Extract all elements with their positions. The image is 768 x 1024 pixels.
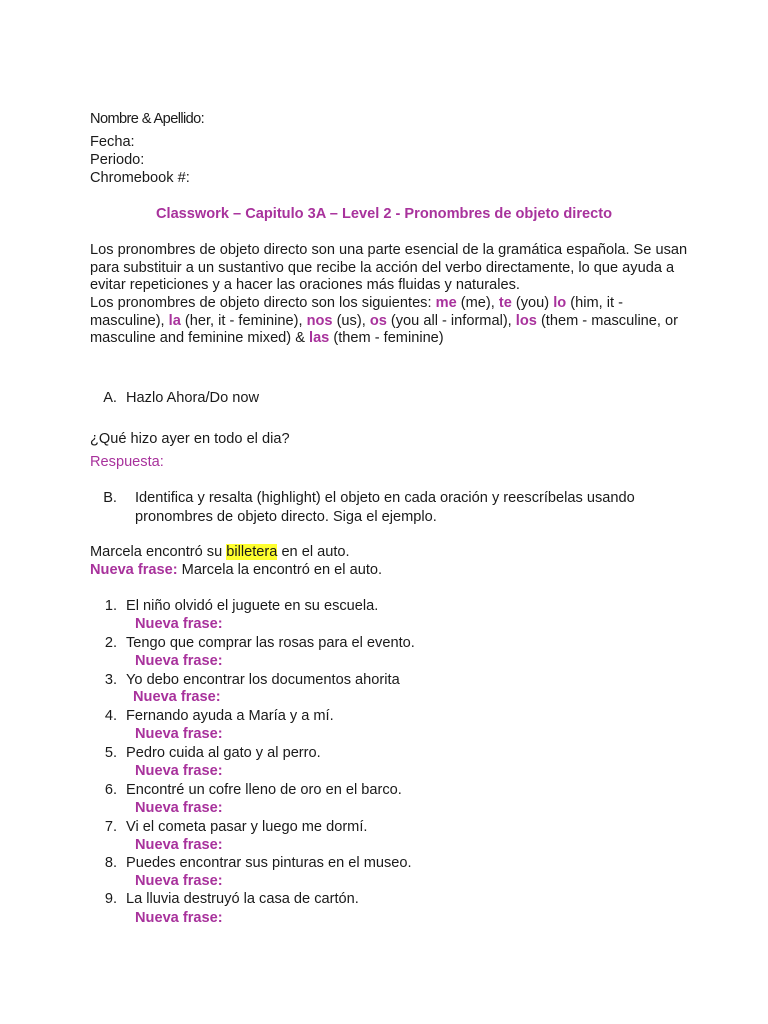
pronoun-os: os: [369, 312, 387, 329]
date-field-label: Fecha:: [90, 134, 135, 150]
section-a-heading: [90, 390, 259, 406]
item-sentence: Yo debo encontrar los documentos ahorita: [126, 672, 400, 688]
item-number: 9.: [104, 891, 117, 907]
item-new-sentence-label: Nueva frase:: [135, 763, 223, 779]
pronoun-te: te: [498, 295, 512, 311]
pronoun-te-meaning: (you): [511, 295, 554, 311]
item-sentence: Encontré un cofre lleno de oro en el barco.: [126, 782, 402, 798]
item-sentence: Puedes encontrar sus pinturas en el museo.: [126, 855, 412, 871]
example-after: en el auto.: [277, 544, 350, 560]
list-item: [90, 745, 321, 761]
item-new-sentence-label: Nueva frase:: [135, 873, 223, 889]
example-new-sentence: [90, 562, 382, 578]
name-field-label: Nombre & Apellido:: [90, 111, 205, 127]
list-item: [90, 819, 367, 835]
item-sentence: Fernando ayuda a María y a mí.: [126, 708, 334, 724]
list-item: [90, 598, 378, 614]
item-sentence: El niño olvidó el juguete en su escuela.: [126, 598, 379, 614]
list-item: [90, 672, 400, 688]
do-now-question: ¿Qué hizo ayer en todo el dia?: [90, 431, 290, 447]
section-b-heading: [90, 489, 690, 527]
item-new-sentence-label: Nueva frase:: [135, 800, 223, 816]
example-sentence: [90, 544, 350, 560]
example-before: Marcela encontró su: [90, 544, 227, 560]
list-item: [90, 635, 415, 651]
item-new-sentence-label: Nueva frase:: [135, 910, 223, 926]
period-field-label: Periodo:: [90, 152, 145, 168]
list-item: [90, 855, 412, 871]
pronoun-list-lead: Los pronombres de objeto directo son los siguientes:: [90, 295, 436, 311]
item-new-sentence-label: Nueva frase:: [135, 726, 223, 742]
item-number: 5.: [104, 745, 117, 761]
list-item: [90, 708, 334, 724]
example-highlighted-object: billetera: [226, 544, 278, 560]
section-b-label: B.: [103, 490, 117, 506]
item-number: 4.: [104, 708, 117, 724]
pronoun-list-paragraph: [90, 295, 690, 348]
item-number: 2.: [104, 635, 117, 651]
pronoun-la: la: [168, 312, 181, 329]
pronoun-lo: lo: [553, 295, 567, 311]
intro-paragraph: Los pronombres de objeto directo son una parte esencial de la gramática española. Se usan para substituir a un sustantivo que recibe la acción del verbo directamente, lo que ayuda a evitar repeticiones y a hacer las oraciones más fluidas y naturales.: [90, 242, 688, 293]
section-a-title: Hazlo Ahora/Do now: [126, 390, 260, 406]
item-number: 7.: [104, 819, 117, 835]
item-new-sentence-label: Nueva frase:: [135, 616, 223, 632]
example-new-sentence-label: Nueva frase:: [90, 562, 178, 578]
item-sentence: Vi el cometa pasar y luego me dormí.: [126, 819, 368, 835]
section-b-instructions: Identifica y resalta (highlight) el objeto en cada oración y reescríbelas usando pronombres de objeto directo. Siga el ejemplo.: [135, 490, 635, 525]
pronoun-las: las: [309, 330, 330, 346]
pronoun-lo-meaning: (him, it - masculine),: [90, 295, 623, 329]
answer-label: Respuesta:: [90, 454, 164, 470]
item-sentence: Pedro cuida al gato y al perro.: [126, 745, 321, 761]
list-item: [90, 782, 402, 798]
pronoun-los-meaning: (them - masculine, or masculine and feminine mixed) &: [90, 312, 679, 346]
item-sentence: Tengo que comprar las rosas para el evento.: [126, 635, 415, 651]
pronoun-las-meaning: (them - feminine): [329, 330, 444, 346]
pronoun-me: me: [435, 295, 457, 311]
item-new-sentence-label: Nueva frase:: [133, 689, 221, 705]
item-number: 3.: [104, 672, 117, 688]
pronoun-los: los: [515, 312, 537, 329]
chromebook-field-label: Chromebook #:: [90, 170, 190, 186]
pronoun-nos-meaning: (us),: [332, 312, 370, 329]
item-new-sentence-label: Nueva frase:: [135, 653, 223, 669]
pronoun-me-meaning: (me),: [456, 295, 499, 311]
item-number: 1.: [104, 598, 117, 614]
list-item: [90, 891, 359, 907]
item-sentence: La lluvia destruyó la casa de cartón.: [126, 891, 359, 907]
item-number: 6.: [104, 782, 117, 798]
item-new-sentence-label: Nueva frase:: [135, 837, 223, 853]
pronoun-nos: nos: [306, 312, 333, 329]
example-new-sentence-text: Marcela la encontró en el auto.: [177, 562, 383, 578]
page-title: Classwork – Capitulo 3A – Level 2 - Pronombres de objeto directo: [155, 206, 613, 222]
pronoun-la-meaning: (her, it - feminine),: [180, 312, 307, 329]
section-a-label: A.: [103, 390, 117, 406]
item-number: 8.: [104, 855, 117, 871]
pronoun-os-meaning: (you all - informal),: [386, 312, 516, 329]
